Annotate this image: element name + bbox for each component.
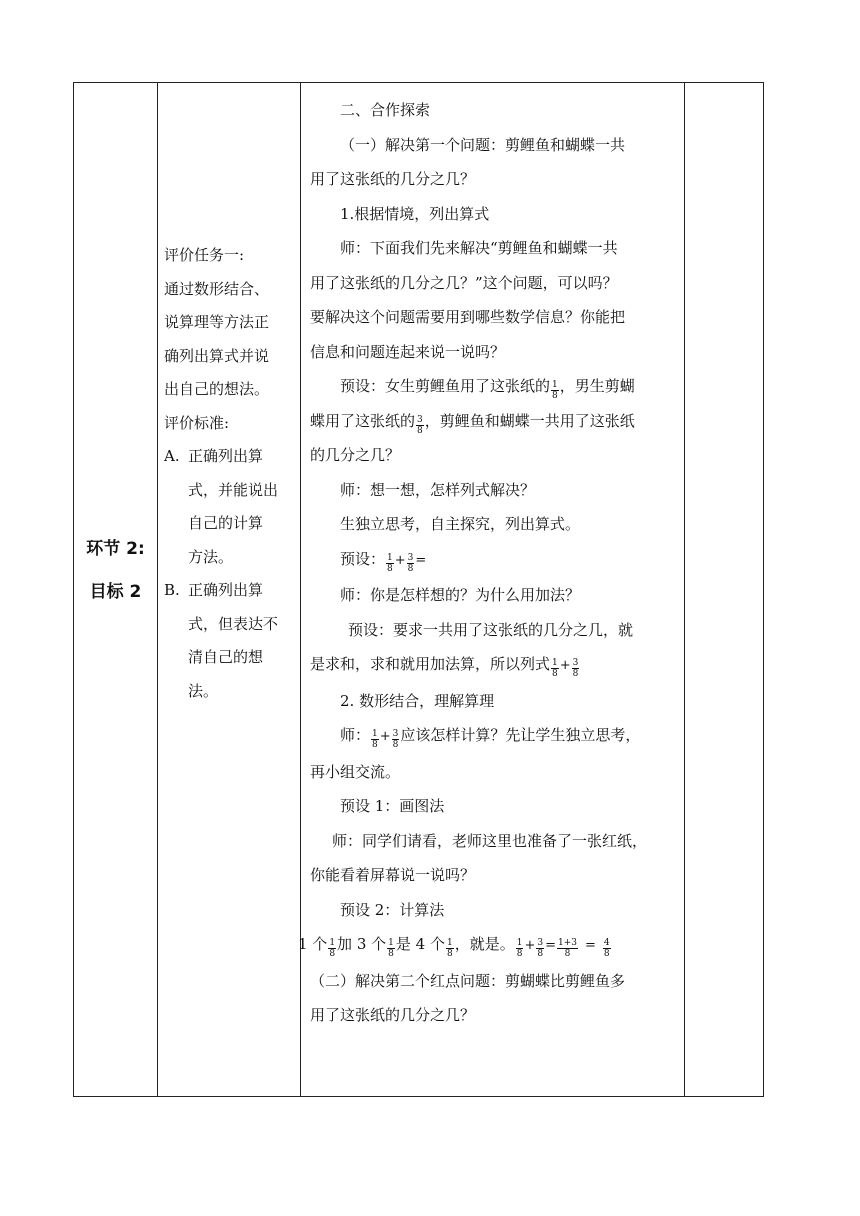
fraction: [603, 938, 611, 959]
eval-task-line: 说算理等方法正: [164, 313, 270, 331]
numerator: 1: [516, 938, 523, 948]
item-marker: A.: [164, 447, 180, 465]
fraction: [416, 415, 424, 436]
section-title: 二、合作探索: [340, 101, 431, 119]
eval-task-line: 出自己的想法。: [164, 380, 270, 398]
text: 预设：女生剪鲤鱼用了这张纸的: [340, 377, 551, 395]
equals-sign: =: [545, 938, 556, 953]
question-line: 用了这张纸的几分之几？: [310, 1006, 476, 1024]
preset-line: [310, 647, 680, 684]
teacher-line: 用了这张纸的几分之几？”这个问题，可以吗？: [310, 273, 618, 292]
plus-sign: +: [524, 938, 536, 953]
item-marker: B.: [164, 581, 180, 599]
preset-line: 的几分之几？: [310, 446, 401, 464]
stage-label: [74, 528, 157, 614]
activity-column: [298, 93, 680, 1033]
denominator: 8: [552, 669, 558, 679]
text: ，就是。: [454, 935, 515, 953]
student-line: 生独立思考，自主探究，列出算式。: [340, 515, 581, 533]
eval-standard-title: 评价标准:: [164, 413, 230, 432]
teacher-line: [310, 718, 680, 755]
numerator: 3: [537, 938, 544, 948]
preset-line: [310, 404, 680, 439]
teacher-line: 师：想一想，怎样列式解决？: [340, 480, 536, 499]
numerator: 1: [552, 658, 558, 668]
item-line: 式，并能说出: [188, 480, 279, 499]
fraction: [536, 938, 544, 959]
text: ，剪鲤鱼和蝴蝶一共用了这张纸: [424, 411, 635, 430]
eval-task-title: 评价任务一:: [164, 246, 245, 264]
preset-line: [310, 369, 680, 404]
question-line: （一）解决第一个问题：剪鲤鱼和蝴蝶一共: [340, 135, 626, 154]
teacher-line: 信息和问题连起来说一说吗？: [310, 342, 506, 361]
denominator: 8: [516, 949, 523, 959]
column-divider: [684, 83, 685, 1096]
column-divider: [157, 83, 158, 1096]
denominator: 8: [329, 949, 336, 959]
denominator: 8: [392, 740, 399, 750]
fraction: [328, 938, 336, 959]
denominator: 8: [387, 563, 393, 574]
stage-line: 环节 2:: [86, 539, 145, 559]
fraction: [407, 553, 415, 574]
denominator: 8: [417, 425, 423, 436]
numerator: 1: [552, 380, 558, 390]
numerator: 3: [407, 552, 414, 563]
calc-line: [298, 927, 680, 964]
item-line: 自己的计算: [188, 514, 264, 532]
numerator: 3: [392, 729, 399, 739]
item-line: 正确列出算: [188, 581, 264, 599]
lesson-table: [73, 82, 764, 1097]
equals-sign: =: [585, 938, 596, 953]
plus-sign: +: [379, 729, 391, 744]
numerator: 1: [372, 729, 378, 739]
item-line: 清自己的想: [188, 648, 264, 666]
numerator: 1: [388, 938, 394, 948]
denominator: 8: [564, 949, 571, 959]
teacher-line: 师：下面我们先来解决“剪鲤鱼和蝴蝶一共: [340, 239, 618, 257]
numerator: 1: [329, 938, 336, 948]
fraction: [446, 938, 454, 959]
teacher-line: 要解决这个问题需要用到哪些数学信息？你能把: [310, 308, 626, 326]
preset-line: 预设 1：画图法: [340, 797, 445, 815]
fraction: [551, 380, 559, 401]
text: 师：: [340, 726, 371, 744]
numerator: 1: [446, 938, 453, 948]
equals-sign: =: [415, 552, 427, 568]
denominator: 8: [603, 949, 610, 959]
teacher-line: 师：你是怎样想的？为什么用加法？: [340, 586, 581, 604]
fraction: [551, 658, 559, 679]
text: 是求和，求和就用加法算，所以列式: [310, 655, 551, 673]
preset-line: 预设 2：计算法: [340, 900, 445, 919]
numerator: 1: [387, 552, 393, 563]
denominator: 8: [372, 740, 378, 750]
teacher-line: 师：同学们请看，老师这里也准备了一张红纸，: [332, 831, 648, 850]
teacher-line: 再小组交流。: [310, 762, 401, 781]
step-title: 2. 数形结合，理解算理: [340, 691, 495, 710]
numerator: 4: [603, 938, 610, 948]
text: 1 个: [298, 935, 328, 953]
text: 预设：: [340, 549, 386, 568]
question-line: 用了这张纸的几分之几？: [310, 170, 476, 188]
text: ，男生剪蝴: [559, 377, 635, 395]
item-line: 正确列出算: [188, 447, 264, 465]
eval-standard-item: [164, 440, 296, 574]
numerator: 3: [572, 658, 579, 668]
denominator: 8: [572, 669, 579, 679]
plus-sign: +: [559, 658, 571, 673]
fraction: [572, 658, 580, 679]
fraction: [392, 729, 400, 750]
text: 应该怎样计算？先让学生独立思考，: [400, 726, 641, 744]
item-line: 式，但表达不: [188, 614, 279, 633]
evaluation-column: [164, 239, 296, 708]
denominator: 8: [388, 949, 394, 959]
step-title: 1.根据情境，列出算式: [340, 204, 490, 223]
plus-sign: +: [394, 552, 406, 568]
fraction: [516, 938, 524, 959]
numerator: 3: [417, 414, 423, 425]
eval-task-line: 通过数形结合、: [164, 279, 270, 298]
preset-line: 预设：要求一共用了这张纸的几分之几，就: [348, 620, 634, 639]
fraction: [557, 938, 578, 959]
question-line: （二）解决第二个红点问题：剪蝴蝶比剪鲤鱼多: [310, 971, 626, 990]
eval-task-line: 确列出算式并说: [164, 346, 270, 365]
text: 加 3 个: [337, 935, 387, 953]
fraction: [371, 729, 379, 750]
item-line: 方法。: [188, 547, 234, 566]
denominator: 8: [537, 949, 544, 959]
text: 蝶用了这张纸的: [310, 411, 416, 430]
fraction: [387, 938, 395, 959]
denominator: 8: [407, 563, 414, 574]
eval-standard-item: [164, 574, 296, 708]
item-line: 法。: [188, 681, 219, 700]
denominator: 8: [446, 949, 453, 959]
text: 是 4 个: [395, 935, 445, 953]
fraction: [386, 553, 394, 574]
preset-line: [310, 542, 680, 579]
denominator: 8: [552, 391, 558, 401]
numerator: 1+3: [558, 938, 577, 948]
teacher-line: 你能看着屏幕说一说吗？: [310, 866, 476, 884]
stage-line: 目标 2: [89, 582, 142, 602]
